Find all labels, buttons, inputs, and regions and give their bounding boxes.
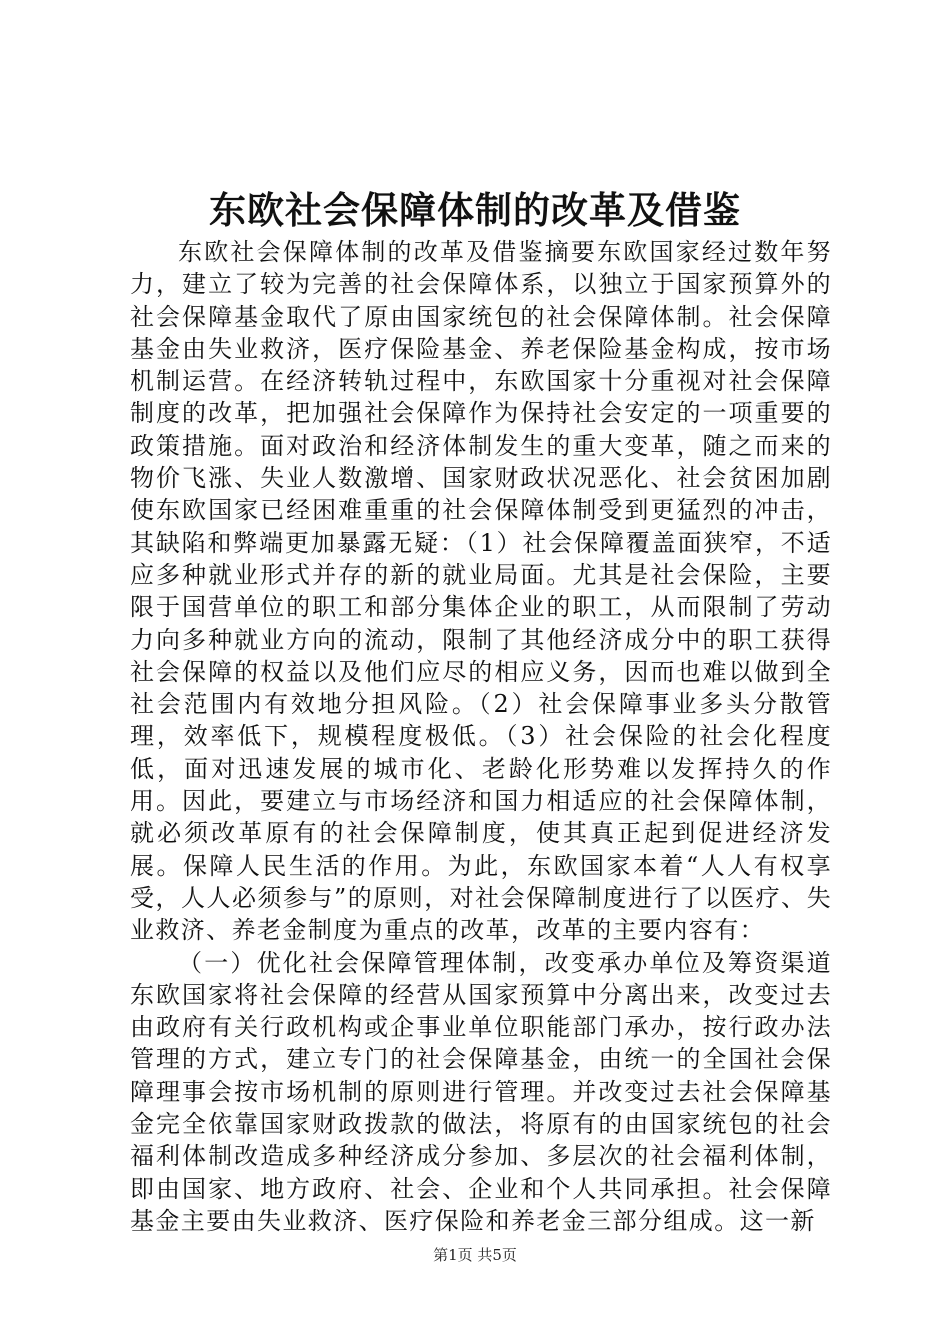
document-title: 东欧社会保障体制的改革及借鉴: [209, 188, 741, 232]
paragraph: 东欧社会保障体制的改革及借鉴摘要东欧国家经过数年努力，建立了较为完善的社会保障体系，以独立于国家预算外的社会保障基金取代了原由国家统包的社会保障体制。社会保障基金由失业救济，医疗保险基金、养老保险基金构成，按市场机制运营。在经济转轨过程中，东欧国家十分重视对社会保障制度的改革，把加强社会保障作为保持社会安定的一项重要的政策措施。面对政治和经济体制发生的重大变革，随之而来的物价飞涨、失业人数激增、国家财政状况恶化、社会贫困加剧使东欧国家已经困难重重的社会保障体制受到更猛烈的冲击，其缺陷和弊端更加暴露无疑：（1）社会保障覆盖面狭窄，不适应多种就业形式并存的新的就业局面。尤其是社会保险，主要限于国营单位的职工和部分集体企业的职工，从而限制了劳动力向多种就业方向的流动，限制了其他经济成分中的职工获得社会保障的权益以及他们应尽的相应义务，因而也难以做到全社会范围内有效地分担风险。（2）社会保障事业多头分散管理，效率低下，规模程度极低。（3）社会保险的社会化程度低，面对迅速发展的城市化、老龄化形势难以发挥持久的作用。因此，要建立与市场经济和国力相适应的社会保障体制，就必须改革原有的社会保障制度，使其真正起到促进经济发展。保障人民生活的作用。为此，东欧国家本着“人人有权享受，人人必须参与”的原则，对社会保障制度进行了以医疗、失业救济、养老金制度为重点的改革，改革的主要内容有：: [130, 238, 832, 945]
page-footer: 第1页 共5页: [433, 1246, 517, 1264]
paragraph: （一）优化社会保障管理体制，改变承办单位及筹资渠道东欧国家将社会保障的经营从国家预算中分离出来，改变过去由政府有关行政机构或企事业单位职能部门承办，按行政办法管理的方式，建立专门的社会保障基金，由统一的全国社会保障理事会按市场机制的原则进行管理。并改变过去社会保障基金完全依靠国家财政拨款的做法，将原有的由国家统包的社会福利体制改造成多种经济成分参加、多层次的社会福利体制，即由国家、地方政府、社会、企业和个人共同承担。社会保障基金主要由失业救济、医疗保险和养老金三部分组成。这一新: [130, 948, 832, 1235]
document-body: [130, 236, 832, 1237]
